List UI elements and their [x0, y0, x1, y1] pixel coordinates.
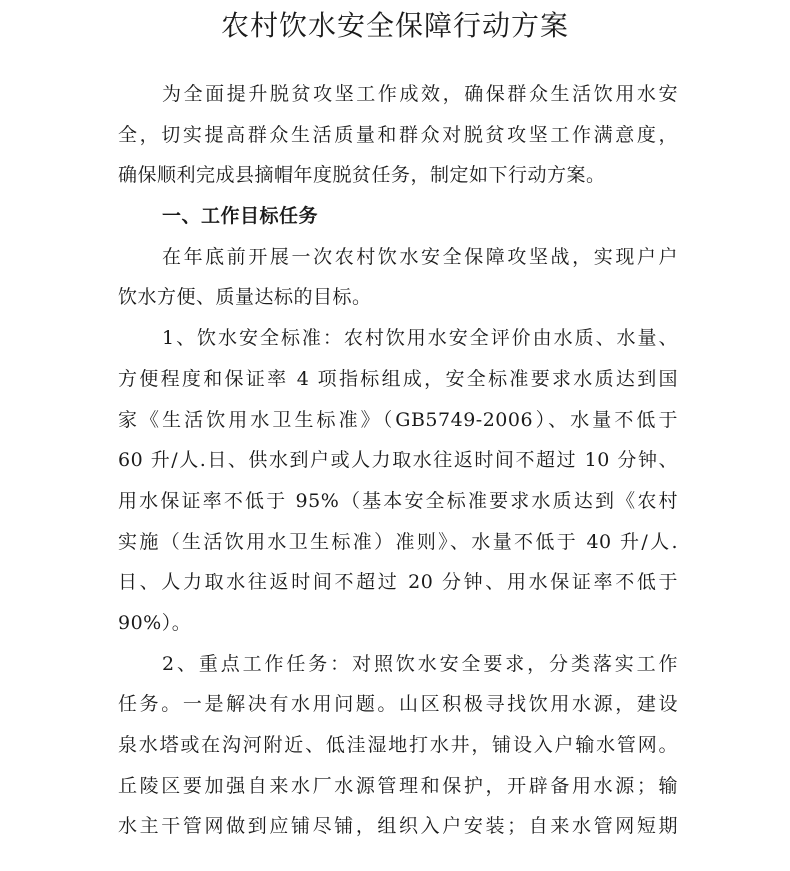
paragraph-line: 饮水方便、质量达标的目标。 [118, 286, 372, 309]
paragraph-line: 全，切实提高群众生活质量和群众对脱贫攻坚工作满意度， [118, 123, 678, 146]
paragraph-line: 泉水塔或在沟河附近、低洼湿地打水井，铺设入户输水管网。 [118, 734, 678, 756]
paragraph-line: 方便程度和保证率 4 项指标组成，安全标准要求水质达到国 [118, 367, 678, 390]
paragraph-line: 丘陵区要加强自来水厂水源管理和保护，开辟备用水源；输 [118, 774, 678, 797]
paragraph-line: 1、饮水安全标准：农村饮用水安全评价由水质、水量、 [162, 327, 678, 350]
paragraph-line: 在年底前开展一次农村饮水安全保障攻坚战，实现户户 [162, 245, 678, 268]
paragraph-line: 90%）。 [118, 611, 192, 634]
paragraph-line: 水主干管网做到应铺尽铺，组织入户安装；自来水管网短期 [118, 815, 678, 838]
paragraph-line: 任务。一是解决有水用问题。山区积极寻找饮用水源，建设 [118, 693, 678, 716]
paragraph-line: 60 升/人.日、供水到户或人力取水往返时间不超过 10 分钟、 [118, 449, 678, 472]
paragraph-line: 实施（生活饮用水卫生标准）准则》、水量不低于 40 升/人. [118, 530, 678, 553]
paragraph-line: 家《生活饮用水卫生标准》（GB5749-2006）、水量不低于 [118, 408, 678, 431]
section-heading: 一、工作目标任务 [162, 205, 319, 228]
paragraph-line: 为全面提升脱贫攻坚工作成效，确保群众生活饮用水安 [162, 83, 678, 105]
document-title: 农村饮水安全保障行动方案 [220, 9, 569, 42]
paragraph-line: 确保顺利完成县摘帽年度脱贫任务，制定如下行动方案。 [118, 164, 606, 187]
paragraph-line: 2、重点工作任务：对照饮水安全要求，分类落实工作 [162, 652, 678, 675]
paragraph-line: 用水保证率不低于 95%（基本安全标准要求水质达到《农村 [118, 489, 678, 512]
document-body [118, 74, 678, 847]
paragraph-line: 日、人力取水往返时间不超过 20 分钟、用水保证率不低于 [118, 571, 678, 594]
